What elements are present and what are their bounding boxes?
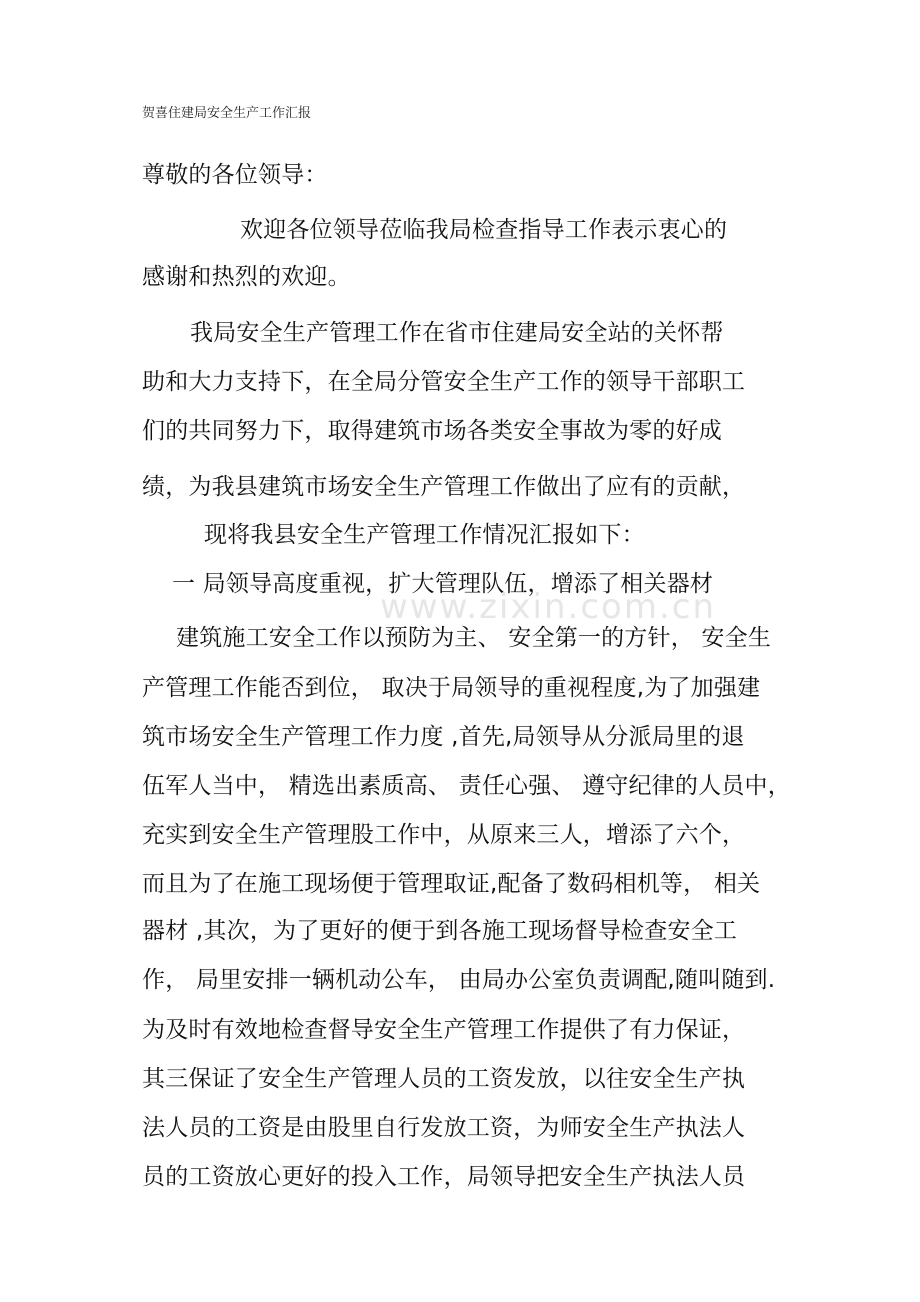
paragraph-line: 感谢和热烈的欢迎。 [142,264,351,290]
paragraph-line: 现将我县安全生产管理工作情况汇报如下： [204,522,645,548]
paragraph-line: 为及时有效地检查督导安全生产管理工作提供了有力保证， [142,1017,746,1043]
paragraph-line: 员的工资放心更好的投入工作，局领导把安全生产执法人员 [142,1164,746,1190]
document-header: 贺喜住建局安全生产工作汇报 [142,106,312,121]
paragraph-line: 欢迎各位领导莅临我局检查指导工作表示衷心的 [240,217,728,243]
salutation-line: 尊敬的各位领导： [142,162,328,188]
paragraph-line: 作， 局里安排一辆机动公车， 由局办公室负责调配,随叫随到. [142,967,776,993]
paragraph-line: 充实到安全生产管理股工作中，从原来三人，增添了六个， [142,822,746,848]
paragraph-line: 助和大力支持下，在全局分管安全生产工作的领导干部职工 [142,369,746,395]
paragraph-line: 产管理工作能否到位， 取决于局领导的重视程度,为了加强建 [142,675,761,701]
paragraph-line: 其三保证了安全生产管理人员的工资发放，以往安全生产执 [142,1066,746,1092]
paragraph-line: 法人员的工资是由股里自行发放工资，为师安全生产执法人 [142,1115,746,1141]
paragraph-line: 们的共同努力下，取得建筑市场各类安全事故为零的好成 [142,418,722,444]
paragraph-line: 伍军人当中， 精选出素质高、 责任心强、 遵守纪律的人员中， [142,773,791,799]
paragraph-line: 而且为了在施工现场便于管理取证,配备了数码相机等， 相关 [142,871,761,897]
paragraph-line: 我局安全生产管理工作在省市住建局安全站的关怀帮 [190,320,724,346]
watermark: www.zixin.com.cn [380,587,716,627]
paragraph-line: 绩，为我县建筑市场安全生产管理工作做出了应有的贡献， [142,474,746,500]
paragraph-line: 器材 ,其次，为了更好的便于到各施工现场督导检查安全工 [142,918,738,944]
paragraph-line: 筑市场安全生产管理工作力度 ,首先,局领导从分派局里的退 [142,724,745,750]
section-heading: 一 局领导高度重视，扩大管理队伍，增添了相关器材 [172,571,714,597]
paragraph-line: 建筑施工安全工作以预防为主、 安全第一的方针， 安全生 [176,625,772,651]
